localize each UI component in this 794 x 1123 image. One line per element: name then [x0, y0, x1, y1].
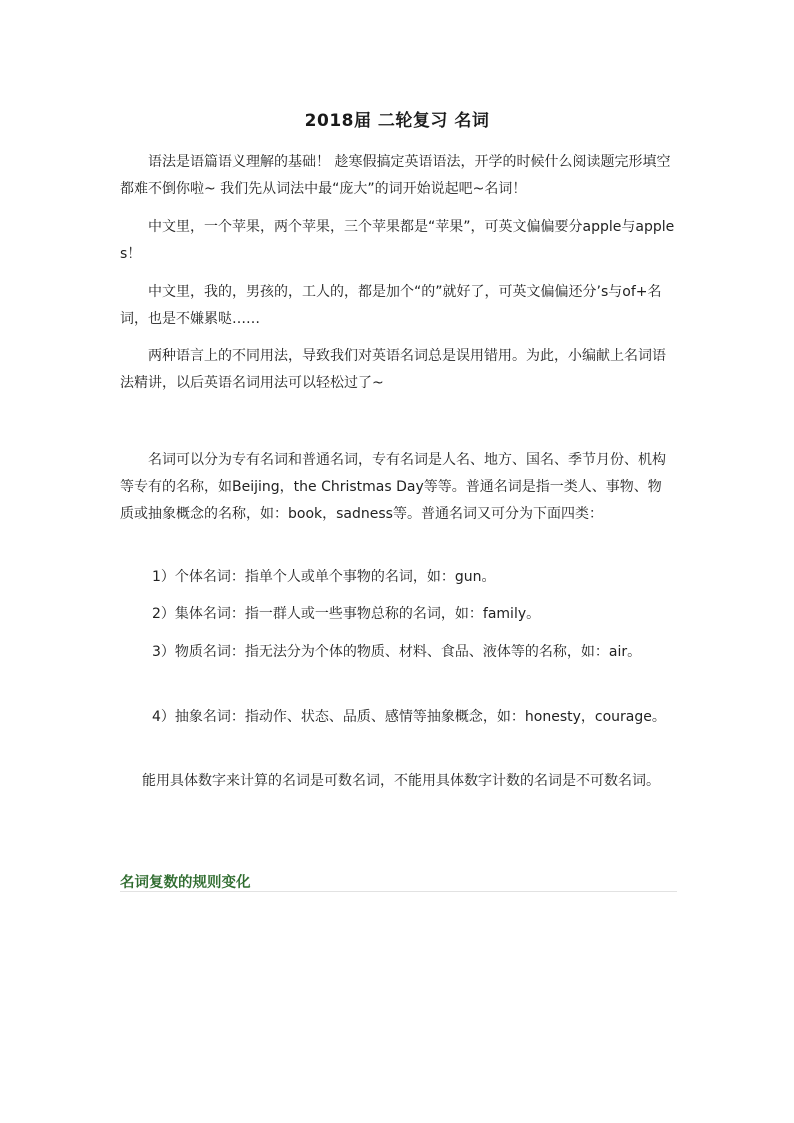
intro-paragraph-2: 中文里，一个苹果，两个苹果，三个苹果都是“苹果”，可英文偏偏要分apple与apples！ — [120, 219, 675, 262]
intro-paragraph-3: 中文里，我的，男孩的，工人的，都是加个“的”就好了，可英文偏偏还分’s与of+名词，也是不嫌累哒…… — [120, 284, 662, 327]
countable-paragraph: 能用具体数字来计算的名词是可数名词，不能用具体数字计数的名词是不可数名词。 — [142, 773, 660, 789]
category-item-4: 4）抽象名词：指动作、状态、品质、感情等抽象概念，如：honesty，courage。 — [152, 709, 666, 725]
intro-paragraph-1: 语法是语篇语义理解的基础！ 趁寒假搞定英语语法，开学的时候什么阅读题完形填空都难不倒你啦~ 我们先从词法中最“庞大”的词开始说起吧~名词！ — [120, 154, 671, 197]
intro-paragraph-4: 两种语言上的不同用法，导致我们对英语名词总是误用错用。为此，小编献上名词语法精讲，以后英语名词用法可以轻松过了~ — [120, 348, 666, 391]
section-heading-plural-rules: 名词复数的规则变化 — [120, 875, 251, 891]
category-item-3: 3）物质名词：指无法分为个体的物质、材料、食品、液体等的名称，如：air。 — [152, 644, 642, 660]
category-item-2: 2）集体名词：指一群人或一些事物总称的名词，如：family。 — [152, 606, 541, 622]
section-divider — [120, 891, 677, 892]
document-title: 2018届 二轮复习 名词 — [304, 111, 490, 131]
category-item-1: 1）个体名词：指单个人或单个事物的名词，如：gun。 — [152, 569, 496, 585]
classification-paragraph: 名词可以分为专有名词和普通名词，专有名词是人名、地方、国名、季节月份、机构等专有的名称，如Beijing，the Christmas Day等等。普通名词是指一类人、事物、物质或抽象概念的名称，如：book，sadness等。普通名词又可分为下面四类： — [120, 452, 666, 522]
